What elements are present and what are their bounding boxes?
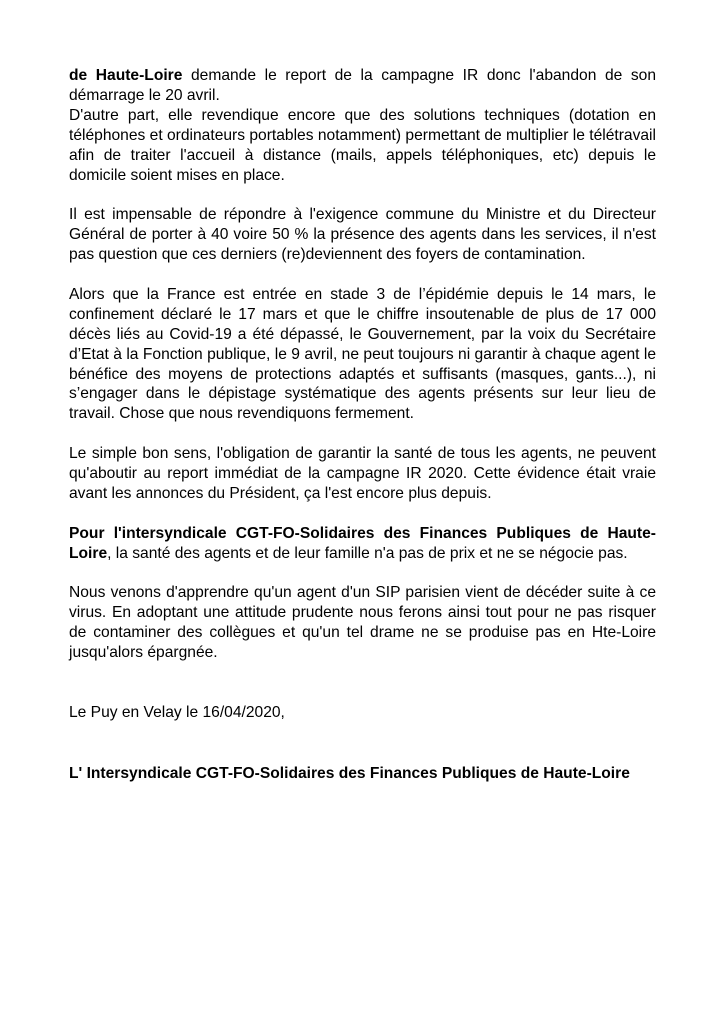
spacer (69, 683, 656, 703)
paragraph-text: demande le report de la campagne IR donc l'abandon de son démarrage le 20 avril. (69, 67, 657, 104)
paragraph-epidemic-context: Alors que la France est entrée en stade 3 de l’épidémie depuis le 14 mars, le confinement déclaré le 17 mars et que le chiffre insoutenable de plus de 17 000 décès liés au Covid-19 a été dépassé, le Gouvernement, par la voix du Secrétaire d’Etat à la Fonction publique, le 9 avril, ne peut toujours ni garantir à chaque agent le bénéfice des moyens de protections adaptés et suffisants (masques, gants...), ni s’engager dans le dépistage systématique des agents présents sur leur lieu de travail. Chose que nous revendiquons fermement. (69, 285, 656, 423)
closing-signature: L' Intersyndicale CGT-FO-Solidaires des Finances Publiques de Haute-Loire (69, 764, 630, 782)
spacer (69, 743, 656, 763)
paragraph-text: , la santé des agents et de leur famille n'a pas de prix et ne se négocie pas. (107, 544, 628, 562)
paragraph-text: D'autre part, elle revendique encore que des solutions techniques (dotation en téléphones et ordinateurs portables notamment) permettant de multiplier le télétravail afin de traiter l'accueil à distance (mails, appels téléphoniques, etc) depuis le domicile soient mises en place. (69, 106, 656, 184)
paragraph-intersyndicale-position (69, 524, 656, 564)
paragraph-presence-requirement: Il est impensable de répondre à l'exigence commune du Ministre et du Directeur Général de porter à 40 voire 50 % la présence des agents dans les services, il n'est pas question que ces derniers (re)deviennent des foyers de contamination. (69, 206, 656, 264)
paragraph-campaign-report (69, 66, 656, 185)
paragraph-agent-death: Nous venons d'apprendre qu'un agent d'un SIP parisien vient de décéder suite à ce virus. En adoptant une attitude prudente nous ferons ainsi tout pour ne pas risquer de contaminer des collègues et qu'un tel drame ne se produise pas en Hte-Loire jusqu'alors épargnée. (69, 584, 656, 662)
closing-place-date: Le Puy en Velay le 16/04/2020, (69, 703, 285, 721)
paragraph-common-sense: Le simple bon sens, l'obligation de garantir la santé de tous les agents, ne peuvent qu'aboutir au report immédiat de la campagne IR 2020. Cette évidence était vraie avant les annonces du Président, ça l'est encore plus depuis. (69, 445, 656, 502)
paragraph-lead-bold: de Haute-Loire (69, 67, 183, 84)
paragraph-lead-bold: Pour l'intersyndicale CGT-FO-Solidaires des Finances Publiques de Haute-Loire (69, 524, 656, 562)
document-page (69, 66, 656, 804)
